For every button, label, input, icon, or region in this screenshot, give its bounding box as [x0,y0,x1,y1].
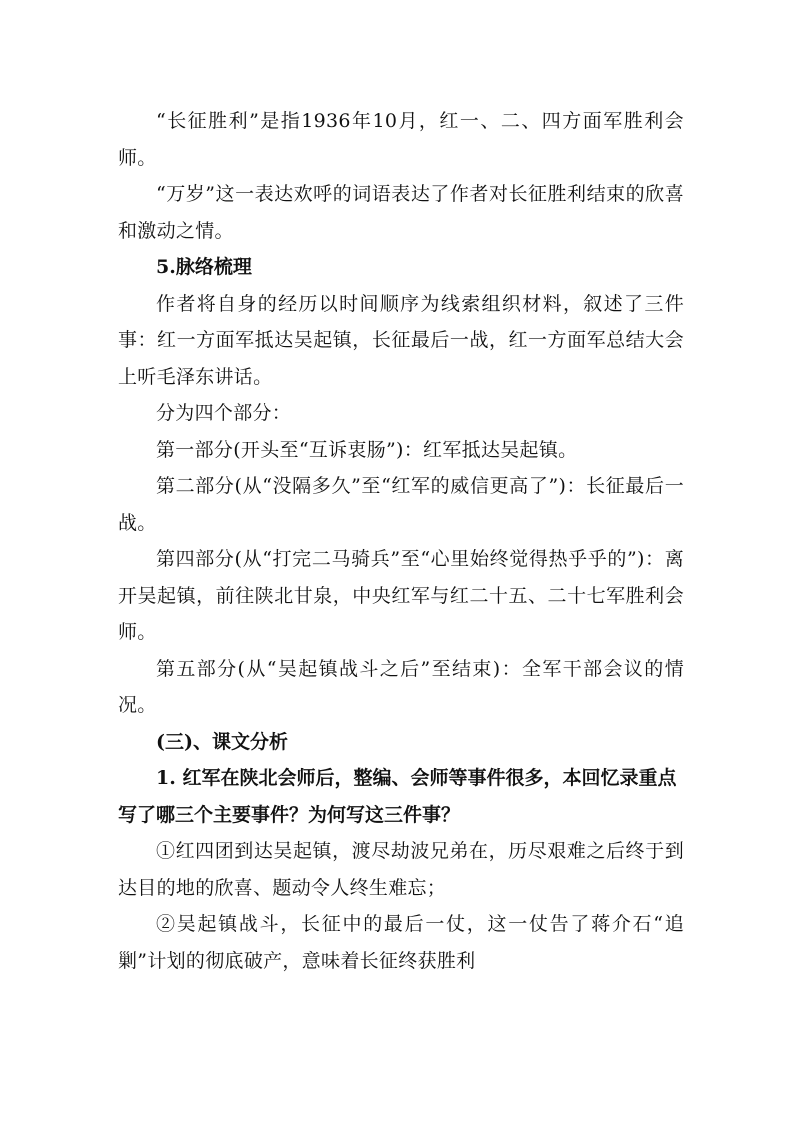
paragraph-long-march-victory: “长征胜利”是指1936年10月，红一、二、四方面军胜利会师。 [118,110,684,169]
heading-structure: 5.脉络梳理 [156,256,252,278]
document-body [118,103,684,979]
paragraph-part-four: 第四部分(从“打完二马骑兵”至“心里始终觉得热乎乎的”)：离开吴起镇，前往陕北甘泉，中央红军与红二十五、二十七军胜利会师。 [118,548,684,643]
paragraph-answer-two: ②吴起镇战斗，长征中的最后一仗，这一仗告了蒋介石“追剿”计划的彻底破产，意味着长征终获胜利 [118,913,684,972]
paragraph-three-events: 作者将自身的经历以时间顺序为线索组织材料，叙述了三件事：红一方面军抵达吴起镇，长征最后一战，红一方面军总结大会上听毛泽东讲话。 [118,292,684,388]
paragraph-answer-one: ①红四团到达吴起镇，渡尽劫波兄弟在，历尽艰难之后终于到达目的地的欣喜、题动令人终生难忘； [118,840,684,899]
heading-question-one: 1. 红军在陕北会师后，整编、会师等事件很多，本回忆录重点写了哪三个主要事件？为何写这三件事？ [118,767,677,826]
paragraph-part-one: 第一部分(开头至“互诉衷肠”)：红军抵达吴起镇。 [156,438,578,461]
paragraph-wansui: “万岁”这一表达欢呼的词语表达了作者对长征胜利结束的欣喜和激动之情。 [118,183,684,242]
paragraph-four-parts: 分为四个部分： [156,402,292,424]
heading-text-analysis: (三)、课文分析 [156,730,288,753]
paragraph-part-five: 第五部分(从“吴起镇战斗之后”至结束)：全军干部会议的情况。 [118,657,684,716]
paragraph-part-two: 第二部分(从“没隔多久”至“红军的威信更高了”)：长征最后一战。 [118,475,684,534]
